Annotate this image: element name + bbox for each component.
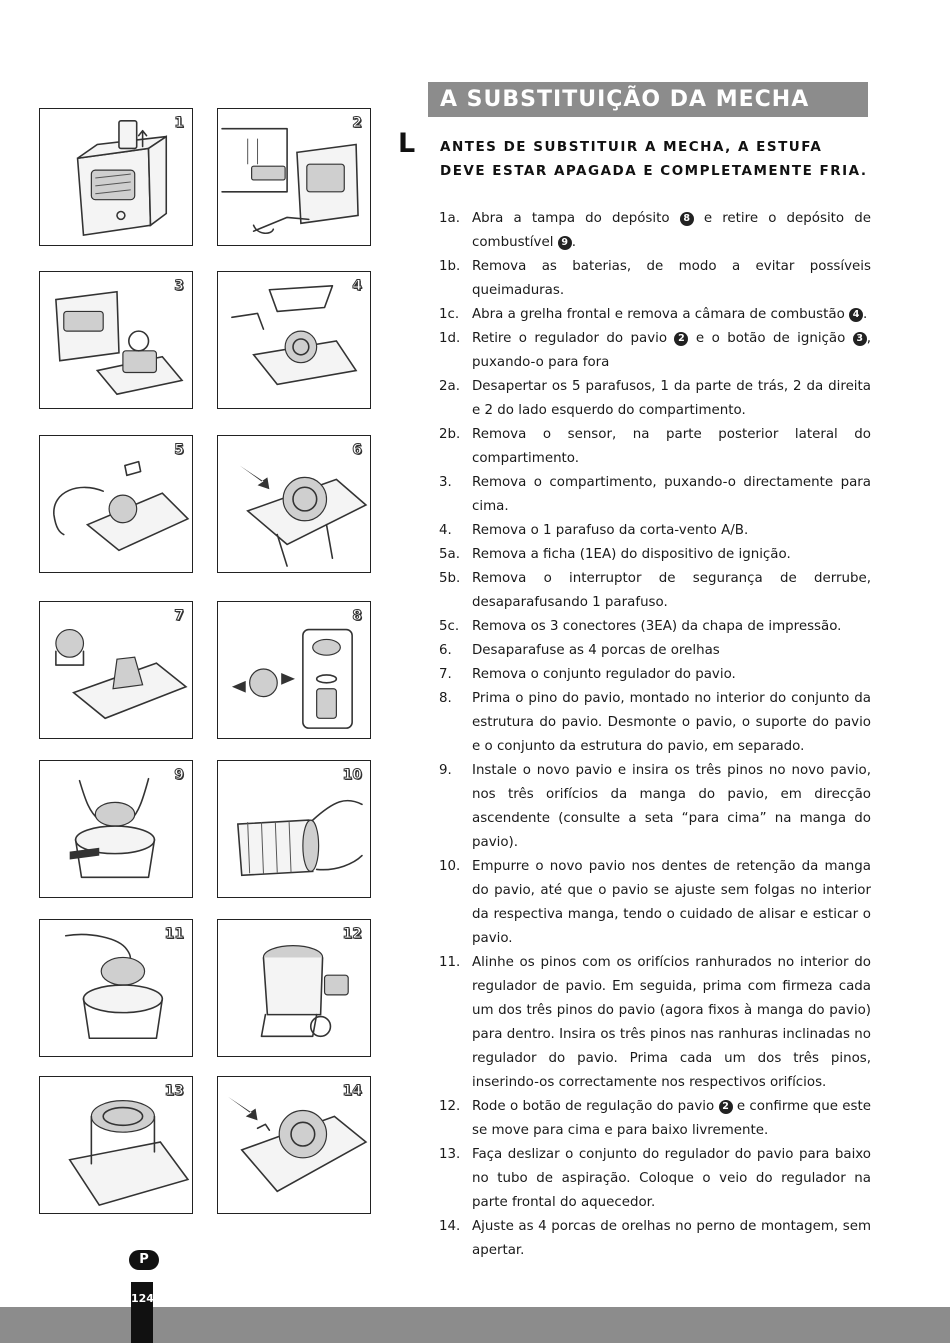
wick-regulator-removal-illustration — [218, 272, 370, 408]
compartment-screw-illustration — [218, 436, 370, 572]
figure-10 — [217, 760, 371, 898]
part-number-badge: 3 — [853, 332, 867, 346]
step-text: Remova o sensor, na parte posterior lateral do compartimento. — [472, 427, 871, 466]
figure-12 — [217, 919, 371, 1057]
figure-14 — [217, 1076, 371, 1214]
part-number-badge: 4 — [849, 308, 863, 322]
regulator-slide-down-illustration — [40, 1077, 192, 1213]
step-number: 5a. — [439, 547, 460, 562]
step-text: Empurre o novo pavio nos dentes de retenção da manga do pavio, até que o pavio se ajuste sem folgas no interior da respectiva manga, tendo o cuidado de alisar e esticar o pavio. — [472, 859, 871, 946]
step-number: 1b. — [439, 259, 461, 274]
step-number: 5c. — [439, 619, 460, 634]
step-item — [439, 1095, 871, 1143]
new-wick-install-illustration — [40, 761, 192, 897]
step-text: Retire o regulador do pavio — [472, 331, 675, 346]
step-text: Remova os 3 conectores (3EA) da chapa de impressão. — [472, 619, 842, 634]
figure-7 — [39, 601, 193, 739]
step-item — [439, 519, 871, 543]
step-item — [439, 423, 871, 471]
step-number: 1a. — [439, 211, 460, 226]
figure-11 — [39, 919, 193, 1057]
part-number-badge: 8 — [680, 212, 694, 226]
step-item — [439, 255, 871, 303]
step-item — [439, 567, 871, 615]
step-text: Rode o botão de regulação do pavio — [472, 1099, 719, 1114]
figure-2 — [217, 108, 371, 246]
step-text: Desaparafuse as 4 porcas de orelhas — [472, 643, 720, 658]
step-text: Remova o 1 parafuso da corta-vento A/B. — [472, 523, 749, 538]
figure-number: 12 — [342, 926, 362, 942]
step-text: Remova o interruptor de segurança de derrube, desaparafusando 1 parafuso. — [472, 571, 871, 610]
step-number: 12. — [439, 1099, 461, 1114]
step-text: e o botão de ignição — [688, 331, 853, 346]
step-text: Desapertar os 5 parafusos, 1 da parte de trás, 2 da direita e 2 do lado esquerdo do compartimento. — [472, 379, 871, 418]
wick-sleeve-push-illustration — [218, 761, 370, 897]
step-text: Prima o pino do pavio, montado no interior do conjunto da estrutura do pavio. Desmonte o pavio, o suporte do pavio e o conjunto da estrutura do pavio, em separado. — [472, 691, 871, 754]
step-item — [439, 855, 871, 951]
wing-nut-fit-illustration — [218, 1077, 370, 1213]
figure-3 — [39, 271, 193, 409]
figure-13 — [39, 1076, 193, 1214]
step-number: 9. — [439, 763, 452, 778]
step-number: 7. — [439, 667, 452, 682]
figure-6 — [217, 435, 371, 573]
step-number: 2b. — [439, 427, 461, 442]
part-number-badge: 2 — [674, 332, 688, 346]
step-number: 11. — [439, 955, 461, 970]
section-letter: L — [398, 128, 416, 159]
step-item — [439, 759, 871, 855]
figure-4 — [217, 271, 371, 409]
heater-tank-removal-illustration — [40, 109, 192, 245]
figure-5 — [39, 435, 193, 573]
figure-number: 7 — [174, 608, 184, 624]
step-item — [439, 375, 871, 423]
step-number: 1c. — [439, 307, 460, 322]
step-number: 3. — [439, 475, 452, 490]
figure-number: 8 — [352, 608, 362, 624]
step-item — [439, 1215, 871, 1263]
figure-number: 11 — [164, 926, 184, 942]
wick-parts-exploded-illustration — [218, 602, 370, 738]
language-badge: P — [129, 1250, 159, 1270]
step-text: Abra a grelha frontal e remova a câmara de combustão — [472, 307, 850, 322]
step-item — [439, 327, 871, 375]
figure-number: 9 — [174, 767, 184, 783]
step-text: Remova as baterias, de modo a evitar possíveis queimaduras. — [472, 259, 871, 298]
figure-number: 1 — [174, 115, 184, 131]
part-number-badge: 9 — [558, 236, 572, 250]
figure-1 — [39, 108, 193, 246]
step-item — [439, 543, 871, 567]
figure-number: 4 — [352, 278, 362, 294]
figure-number: 13 — [164, 1083, 184, 1099]
step-number: 14. — [439, 1219, 461, 1234]
step-text: Alinhe os pinos com os orifícios ranhurados no interior do regulador de pavio. Em seguida, prima com firmeza cada um dos três pinos do pavio (agora fixos à manga do pavio) para dentro. Insira os três pinos nas ranhuras inclinadas no regulador do pavio. Prima cada um dos três pinos, inserindo-os correctamente nos respectivos orifícios. — [472, 955, 871, 1090]
step-item — [439, 687, 871, 759]
step-item — [439, 615, 871, 639]
sensor-removal-illustration — [40, 436, 192, 572]
step-text: Remova o compartimento, puxando-o directamente para cima. — [472, 475, 871, 514]
step-number: 8. — [439, 691, 452, 706]
battery-removal-illustration — [218, 109, 370, 245]
step-text: Ajuste as 4 porcas de orelhas no perno de montagem, sem apertar. — [472, 1219, 871, 1258]
part-number-badge: 2 — [719, 1100, 733, 1114]
step-text: Instale o novo pavio e insira os três pinos no novo pavio, nos três orifícios da manga do pavio, em direcção ascendente (consulte a seta “para cima” na manga do pavio). — [472, 763, 871, 850]
step-item — [439, 1143, 871, 1215]
step-item — [439, 663, 871, 687]
step-text: e retire o depósito de combustível — [472, 211, 871, 250]
safety-warning: ANTES DE SUBSTITUIR A MECHA, A ESTUFA DEVE ESTAR APAGADA E COMPLETAMENTE FRIA. — [440, 139, 868, 179]
step-number: 2a. — [439, 379, 460, 394]
combustion-chamber-removal-illustration — [40, 272, 192, 408]
step-number: 13. — [439, 1147, 461, 1162]
figure-9 — [39, 760, 193, 898]
step-text: Faça deslizar o conjunto do regulador do pavio para baixo no tubo de aspiração. Coloque o veio do regulador na parte frontal do aquecedor. — [472, 1147, 871, 1210]
step-number: 5b. — [439, 571, 461, 586]
instruction-steps — [439, 207, 871, 1263]
wick-pins-align-illustration — [40, 920, 192, 1056]
figure-number: 2 — [352, 115, 362, 131]
step-number: 10. — [439, 859, 461, 874]
figure-number: 3 — [174, 278, 184, 294]
step-number: 4. — [439, 523, 452, 538]
figure-8 — [217, 601, 371, 739]
page-number: 124 — [131, 1282, 153, 1343]
step-text: . — [863, 307, 868, 322]
step-item — [439, 639, 871, 663]
step-item — [439, 951, 871, 1095]
step-text: , puxando-o para fora — [472, 331, 871, 370]
step-number: 6. — [439, 643, 452, 658]
step-text: Remova a ficha (1EA) do dispositivo de ignição. — [472, 547, 791, 562]
wick-regulator-knob-illustration — [218, 920, 370, 1056]
step-item — [439, 207, 871, 255]
figure-number: 10 — [342, 767, 362, 783]
figure-number: 5 — [174, 442, 184, 458]
step-text: e confirme que este se move para cima e para baixo livremente. — [472, 1099, 871, 1138]
step-item — [439, 303, 871, 327]
section-title: A SUBSTITUIÇÃO DA MECHA — [428, 82, 868, 117]
step-text: Abra a tampa do depósito — [472, 211, 680, 226]
step-text: Remova o conjunto regulador do pavio. — [472, 667, 736, 682]
figure-number: 6 — [352, 442, 362, 458]
step-number: 1d. — [439, 331, 461, 346]
step-item — [439, 471, 871, 519]
figure-number: 14 — [342, 1083, 362, 1099]
wick-assembly-lift-illustration — [40, 602, 192, 738]
step-text: . — [571, 235, 576, 250]
